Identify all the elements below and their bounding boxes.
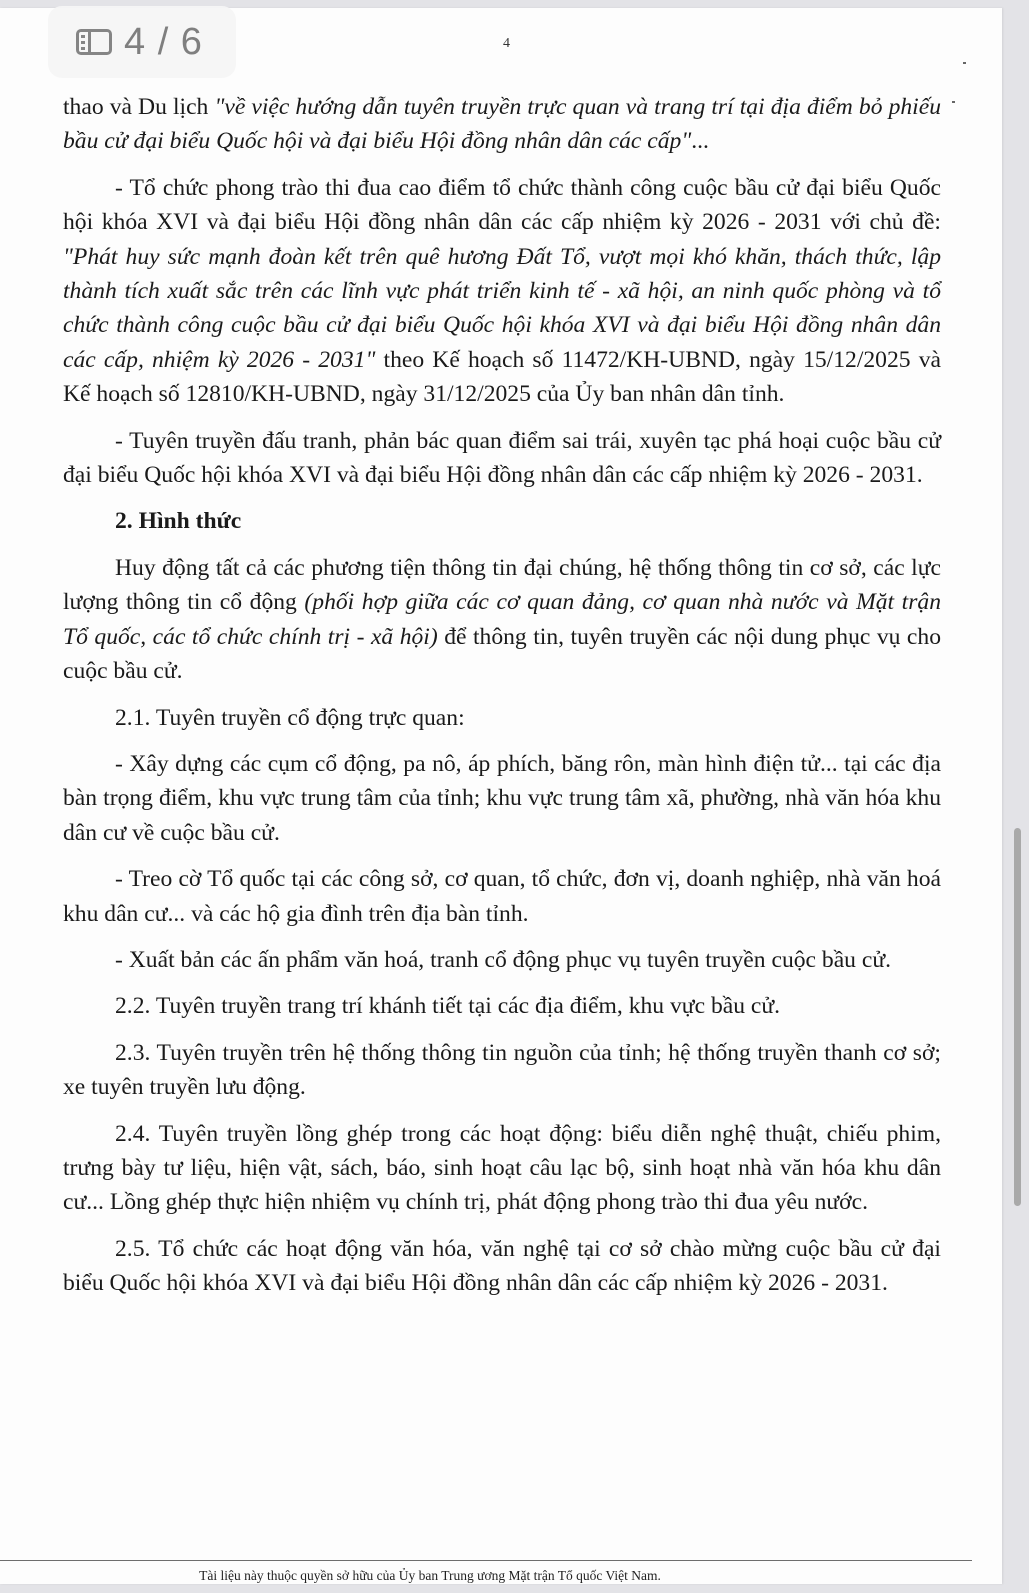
page-indicator-button[interactable] xyxy=(48,6,236,78)
page-indicator-text: 4 / 6 xyxy=(124,20,203,63)
subsection-2-5: 2.5. Tổ chức các hoạt động văn hóa, văn nghệ tại cơ sở chào mừng cuộc bầu cử đại biểu Quốc hội khóa XVI và đại biểu Hội đồng nhân dân các cấp nhiệm kỳ 2026 - 2031. xyxy=(63,1235,941,1297)
paragraph-form-intro xyxy=(63,551,941,689)
sidebar-panel-icon xyxy=(76,29,112,55)
paragraph-continuation xyxy=(63,90,941,159)
subsection-2-2: 2.2. Tuyên truyền trang trí khánh tiết tại các địa điểm, khu vực bầu cử. xyxy=(115,993,781,1020)
text: theo Kế hoạch số 11472/KH-UBND, ngày 15/12/2025 và Kế hoạch số 12810/KH-UBND, ngày 31/12/2025 của Ủy ban nhân dân tỉnh. xyxy=(63,346,941,408)
bullet-visual-displays: - Xây dựng các cụm cổ động, pa nô, áp phích, băng rôn, màn hình điện tử... tại các địa bàn trọng điểm, khu vực trung tâm của tỉnh; khu vực trung tâm xã, phường, nhà văn hóa khu dân cư về cuộc bầu cử. xyxy=(63,750,941,846)
text: để thông tin, tuyên truyền các nội dung phục vụ cho cuộc bầu cử. xyxy=(63,623,941,685)
subsection-2-3: 2.3. Tuyên truyền trên hệ thống thông tin nguồn của tỉnh; hệ thống truyền thanh cơ sở; xe tuyên truyền lưu động. xyxy=(63,1039,941,1101)
text: ... xyxy=(691,128,709,155)
quoted-theme: "Phát huy sức mạnh đoàn kết trên quê hương Đất Tổ, vượt mọi khó khăn, thách thức, lập thành tích xuất sắc trên các lĩnh vực phát triển kinh tế - xã hội, an ninh quốc phòng và tổ chức thành công cuộc bầu cử đại biểu Quốc hội khóa XVI và đại biểu Hội đồng nhân dân các cấp, nhiệm kỳ 2026 - 2031" xyxy=(63,243,941,373)
bullet-publications: - Xuất bản các ấn phẩm văn hoá, tranh cổ động phục vụ tuyên truyền cuộc bầu cử. xyxy=(115,946,892,973)
scan-speck xyxy=(963,62,966,64)
subsection-2-1: 2.1. Tuyên truyền cổ động trực quan: xyxy=(115,704,465,731)
section-heading: 2. Hình thức xyxy=(115,508,242,535)
text: - Tổ chức phong trào thi đua cao điểm tổ chức thành công cuộc bầu cử đại biểu Quốc hội khóa XVI và đại biểu Hội đồng nhân dân các cấp nhiệm kỳ 2026 - 2031 với chủ đề: xyxy=(63,174,941,236)
footer-copyright: Tài liệu này thuộc quyền sở hữu của Ủy ban Trung ương Mặt trận Tổ quốc Việt Nam. xyxy=(199,1568,661,1583)
document-page xyxy=(0,8,1002,1584)
bullet-flags: - Treo cờ Tổ quốc tại các công sở, cơ quan, tổ chức, đơn vị, doanh nghiệp, nhà văn hoá khu dân cư... và các hộ gia đình trên địa bàn tỉnh. xyxy=(63,866,941,927)
scrollbar-track[interactable] xyxy=(1010,0,1029,1593)
text: Huy động tất cả các phương tiện thông tin đại chúng, hệ thống thông tin cơ sở, các lực lượng thông tin cổ động xyxy=(63,554,941,616)
paragraph-emulation-movement xyxy=(63,171,941,412)
scan-speck xyxy=(952,101,955,103)
parenthetical: (phối hợp giữa các cơ quan đảng, cơ quan nhà nước và Mặt trận Tổ quốc, các tổ chức chính trị - xã hội) xyxy=(63,589,941,650)
scrollbar-thumb[interactable] xyxy=(1014,828,1021,1206)
subsection-2-4: 2.4. Tuyên truyền lồng ghép trong các hoạt động: biểu diễn nghệ thuật, chiếu phim, trưng bày tư liệu, hiện vật, sách, báo, sinh hoạt câu lạc bộ, sinh hoạt nhà văn hóa khu dân cư... Lồng ghép thực hiện nhiệm vụ chính trị, phát động phong trào thi đua yêu nước. xyxy=(63,1120,941,1216)
printed-page-number: 4 xyxy=(503,36,510,51)
text: thao và Du lịch xyxy=(63,94,215,120)
document-body xyxy=(63,90,941,1301)
quoted-title: "về việc hướng dẫn tuyên truyền trực quan và trang trí tại địa điểm bỏ phiếu bầu cử đại biểu Quốc hội và đại biểu Hội đồng nhân dân các cấp" xyxy=(63,94,941,155)
paragraph-counter-propaganda: - Tuyên truyền đấu tranh, phản bác quan điểm sai trái, xuyên tạc phá hoại cuộc bầu cử đại biểu Quốc hội khóa XVI và đại biểu Hội đồng nhân dân các cấp nhiệm kỳ 2026 - 2031. xyxy=(63,427,941,489)
footer-divider xyxy=(0,1560,972,1561)
